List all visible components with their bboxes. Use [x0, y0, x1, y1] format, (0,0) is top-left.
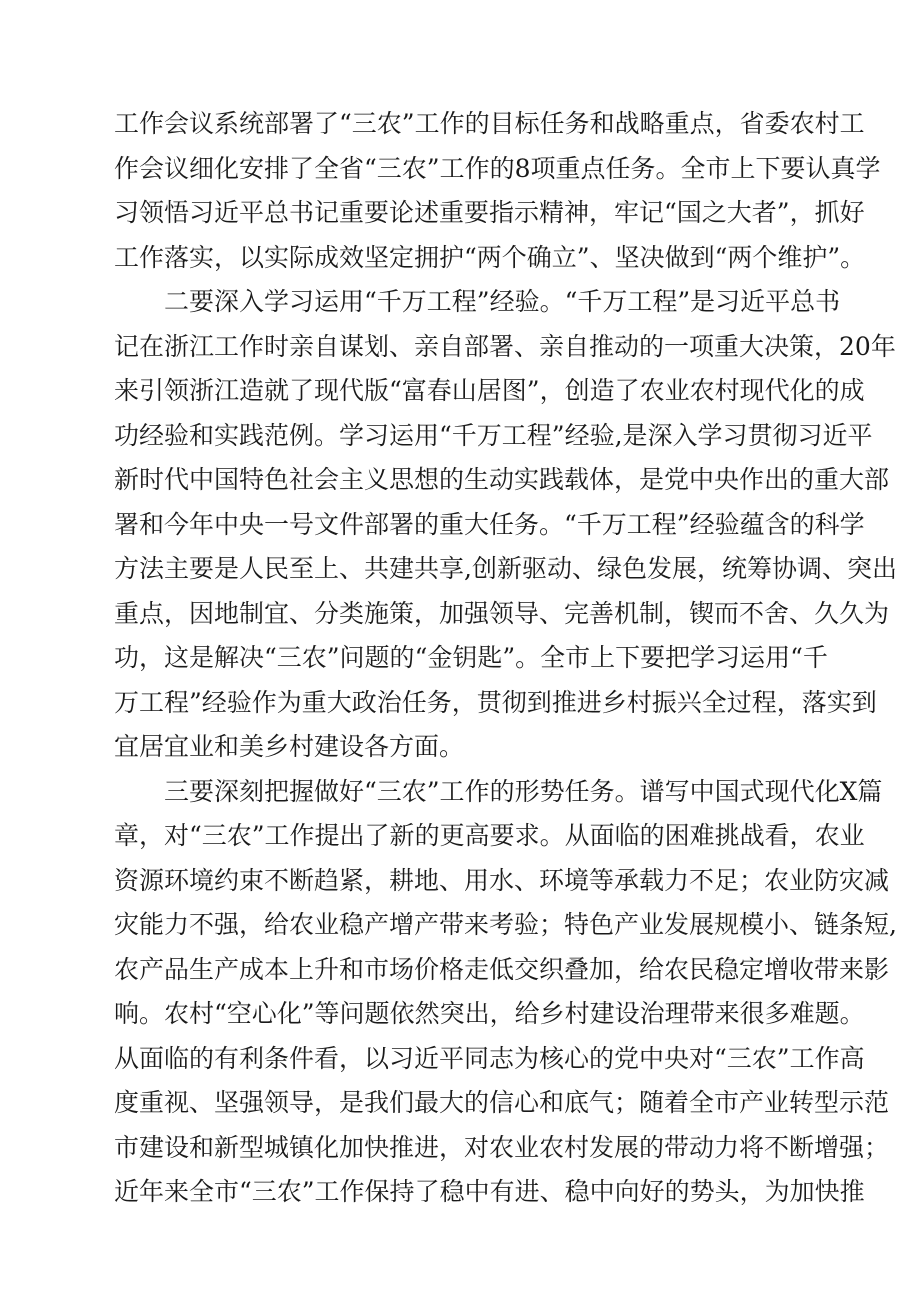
- text-line: 从面临的有利条件看，以习近平同志为核心的党中央对“三农”工作高: [114, 1043, 865, 1073]
- text-line: 工作会议系统部署了“三农”工作的目标任务和战略重点，省委农村工: [114, 109, 865, 138]
- text-line: 方法主要是人民至上、共建共享,创新驱动、绿色发展，统筹协调、突出: [114, 554, 897, 583]
- text-line: 宜居宜业和美乡村建设各方面。: [114, 732, 465, 761]
- text-line: 重点，因地制宜、分类施策，加强领导、完善机制，锲而不舍、久久为: [114, 598, 890, 628]
- text-line: 响。农村“空心化”等问题依然突出，给乡村建设治理带来很多难题。: [114, 999, 865, 1028]
- text-line: 作会议细化安排了全省“三农”工作的8项重点任务。全市上下要认真学: [114, 153, 881, 183]
- text-line: 功经验和实践范例。学习运用“千万工程”经验,是深入学习贯彻习近平: [114, 420, 873, 450]
- text-line: 万工程”经验作为重大政治任务，贯彻到推进乡村振兴全过程，落实到: [114, 687, 877, 717]
- text-line: 新时代中国特色社会主义思想的生动实践载体，是党中央作出的重大部: [114, 465, 890, 494]
- text-line: 署和今年中央一号文件部署的重大任务。“千万工程”经验蕴含的科学: [114, 509, 865, 539]
- document-body: [114, 102, 897, 1215]
- text-line: 度重视、坚强领导，是我们最大的信心和底气；随着全市产业转型示范: [114, 1088, 890, 1117]
- text-line: 市建设和新型城镇化加快推进，对农业农村发展的带动力将不断增强；: [114, 1132, 890, 1162]
- text-line: 资源环境约束不断趋紧，耕地、用水、环境等承载力不足；农业防灾减: [114, 865, 890, 895]
- text-line: 章，对“三农”工作提出了新的更高要求。从面临的困难挑战看，农业: [114, 821, 865, 850]
- text-line: 记在浙江工作时亲自谋划、亲自部署、亲自推动的一项重大决策，20年: [114, 331, 896, 361]
- text-line: 功，这是解决“三农”问题的“金钥匙”。全市上下要把学习运用“千: [114, 643, 828, 672]
- text-line: 来引领浙江造就了现代版“富春山居图”，创造了农业农村现代化的成: [114, 376, 865, 405]
- paragraph-start-line: 三要深刻把握做好“三农”工作的形势任务。谱写中国式现代化X篇: [164, 776, 883, 806]
- paragraph-start-line: 二要深入学习运用“千万工程”经验。“千万工程”是习近平总书: [164, 287, 841, 316]
- text-line: 近年来全市“三农”工作保持了稳中有进、稳中向好的势头，为加快推: [114, 1177, 865, 1206]
- text-line: 农产品生产成本上升和市场价格走低交织叠加，给农民稳定增收带来影: [114, 954, 890, 984]
- text-line: 习领悟习近平总书记重要论述重要指示精神，牢记“国之大者”，抓好: [114, 198, 865, 227]
- text-line: 灾能力不强，给农业稳产增产带来考验；特色产业发展规模小、链条短,: [114, 910, 897, 939]
- text-line: 工作落实，以实际成效坚定拥护“两个确立”、坚决做到“两个维护”。: [114, 242, 866, 272]
